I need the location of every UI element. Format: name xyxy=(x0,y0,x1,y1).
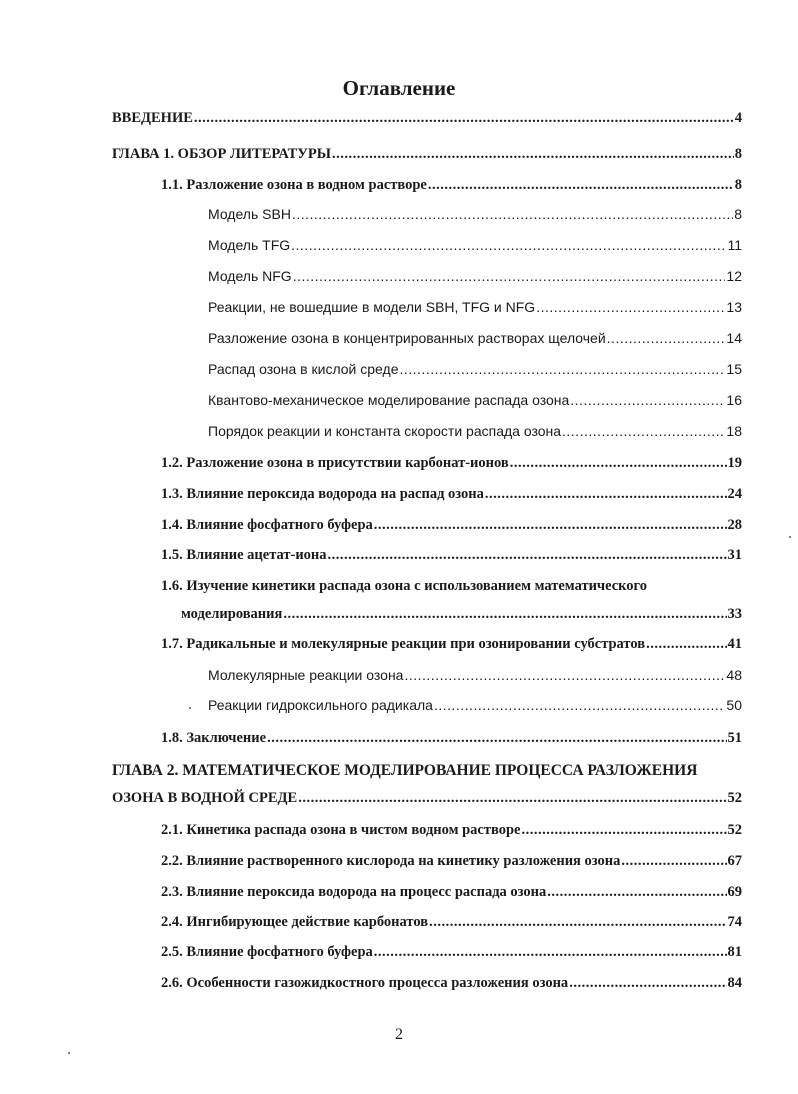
toc-entry-page: 16 xyxy=(726,392,742,408)
toc-leader-dots xyxy=(194,110,734,127)
toc-entry-section-1-1[interactable] xyxy=(161,177,742,194)
toc-entry-acidic-medium[interactable] xyxy=(208,361,742,377)
toc-entry-label: 1.4. Влияние фосфатного буфера xyxy=(161,517,373,533)
toc-entry-page: 14 xyxy=(726,330,742,346)
toc-leader-dots xyxy=(570,392,725,408)
toc-leader-dots xyxy=(374,944,727,961)
toc-entry-label: Порядок реакции и константа скорости распада озона xyxy=(208,423,562,439)
toc-entry-page: 8 xyxy=(734,177,742,193)
toc-entry-section-2-5[interactable] xyxy=(161,944,742,961)
toc-entry-label: ГЛАВА 1. ОБЗОР ЛИТЕРАТУРЫ xyxy=(112,146,331,162)
toc-leader-dots xyxy=(267,730,726,747)
toc-entry-model-nfg[interactable] xyxy=(208,268,742,284)
toc-entry-label: 1.2. Разложение озона в присутствии карбонат-ионов xyxy=(161,455,509,471)
toc-leader-dots xyxy=(404,667,725,683)
toc-leader-dots xyxy=(429,914,726,931)
toc-entry-model-tfg[interactable] xyxy=(208,237,742,253)
toc-leader-dots xyxy=(293,268,726,284)
toc-entry-label: Молекулярные реакции озона xyxy=(208,667,404,683)
toc-entry-page: 19 xyxy=(727,455,742,471)
toc-entry-section-2-2[interactable] xyxy=(161,853,742,870)
toc-entry-page: 18 xyxy=(726,423,742,439)
toc-entry-page: 13 xyxy=(726,299,742,315)
toc-leader-dots xyxy=(510,455,727,472)
toc-entry-page: 33 xyxy=(727,606,742,622)
toc-entry-molecular-reactions[interactable] xyxy=(208,667,742,683)
toc-entry-label: Модель TFG xyxy=(208,237,291,253)
toc-entry-label: Модель SBH xyxy=(208,206,291,222)
toc-entry-page: 84 xyxy=(727,975,742,991)
toc-entry-page: 48 xyxy=(726,667,742,683)
toc-entry-label: Разложение озона в концентрированных растворах щелочей xyxy=(208,330,606,346)
toc-leader-dots xyxy=(646,636,726,653)
toc-entry-page: 51 xyxy=(727,730,742,746)
toc-entry-page: 52 xyxy=(727,790,742,806)
toc-leader-dots xyxy=(562,423,725,439)
toc-entry-page: 67 xyxy=(727,853,742,869)
toc-leader-dots xyxy=(283,606,726,623)
toc-leader-dots xyxy=(621,853,726,870)
toc-entry-label: 2.6. Особенности газожидкостного процесса разложения озона xyxy=(161,975,569,991)
toc-entry-section-1-8[interactable] xyxy=(161,730,742,747)
toc-entry-section-1-2[interactable] xyxy=(161,455,742,472)
toc-entry-label-cont: ОЗОНА В ВОДНОЙ СРЕДЕ xyxy=(112,790,298,806)
toc-leader-dots xyxy=(298,790,726,807)
toc-entry-quantum-modeling[interactable] xyxy=(208,392,742,408)
toc-entry-label: Реакции гидроксильного радикала xyxy=(208,697,433,713)
toc-entry-other-reactions[interactable] xyxy=(208,299,742,315)
toc-entry-label: 2.2. Влияние растворенного кислорода на кинетику разложения озона xyxy=(161,853,621,869)
toc-entry-hydroxyl-reactions[interactable] xyxy=(208,697,742,713)
scan-speck xyxy=(68,1052,70,1054)
toc-entry-label: 1.3. Влияние пероксида водорода на распад озона xyxy=(161,486,484,502)
toc-entry-page: 50 xyxy=(726,697,742,713)
toc-entry-page: 31 xyxy=(727,547,742,563)
toc-entry-label: 1.8. Заключение xyxy=(161,730,267,746)
toc-leader-dots xyxy=(547,884,726,901)
page-title: Оглавление xyxy=(342,76,456,100)
toc-entry-label: 2.4. Ингибирующее действие карбонатов xyxy=(161,914,429,930)
toc-entry-section-1-5[interactable] xyxy=(161,547,742,564)
toc-entry-section-1-4[interactable] xyxy=(161,517,742,534)
toc-entry-section-2-4[interactable] xyxy=(161,914,742,931)
scan-speck xyxy=(789,536,791,538)
toc-entry-label: Распад озона в кислой среде xyxy=(208,361,399,377)
toc-entry-page: 24 xyxy=(727,486,742,502)
toc-leader-dots xyxy=(291,237,726,253)
toc-entry-page: 4 xyxy=(734,110,742,126)
toc-entry-section-1-6-line1[interactable]: 1.6. Изучение кинетики распада озона с использованием математического xyxy=(161,578,648,594)
toc-entry-label: 1.1. Разложение озона в водном растворе xyxy=(161,177,427,193)
toc-entry-label: 2.1. Кинетика распада озона в чистом водном растворе xyxy=(161,822,521,838)
toc-entry-section-1-6[interactable] xyxy=(181,606,742,623)
toc-entry-label: ВВЕДЕНИЕ xyxy=(112,110,193,126)
toc-entry-section-1-3[interactable] xyxy=(161,486,742,503)
toc-entry-label: Реакции, не вошедшие в модели SBH, TFG и NFG xyxy=(208,299,536,315)
toc-entry-page: 41 xyxy=(727,636,742,652)
toc-entry-chapter-1[interactable] xyxy=(112,146,742,163)
toc-entry-label: Модель NFG xyxy=(208,268,292,284)
toc-entry-introduction[interactable] xyxy=(112,110,742,127)
toc-entry-section-2-6[interactable] xyxy=(161,975,742,992)
toc-entry-label: 2.5. Влияние фосфатного буфера xyxy=(161,944,373,960)
toc-entry-page: 74 xyxy=(727,914,742,930)
toc-entry-page: 8 xyxy=(734,146,742,162)
toc-entry-page: 8 xyxy=(734,206,742,222)
toc-entry-label: Квантово-механическое моделирование распада озона xyxy=(208,392,570,408)
toc-leader-dots xyxy=(536,299,725,315)
toc-entry-label: 1.5. Влияние ацетат-иона xyxy=(161,547,327,563)
toc-leader-dots xyxy=(399,361,725,377)
toc-entry-chapter-2-line1[interactable]: ГЛАВА 2. МАТЕМАТИЧЕСКОЕ МОДЕЛИРОВАНИЕ ПРОЦЕССА РАЗЛОЖЕНИЯ xyxy=(112,762,698,779)
toc-entry-page: 15 xyxy=(726,361,742,377)
toc-entry-chapter-2[interactable] xyxy=(112,790,742,807)
toc-leader-dots xyxy=(292,206,733,222)
toc-entry-label-cont: моделирования xyxy=(181,606,283,622)
scan-speck xyxy=(189,707,191,709)
toc-entry-section-2-3[interactable] xyxy=(161,884,742,901)
toc-leader-dots xyxy=(374,517,727,534)
toc-entry-page: 11 xyxy=(727,237,742,253)
toc-entry-section-1-7[interactable] xyxy=(161,636,742,653)
toc-entry-alkali-solutions[interactable] xyxy=(208,330,742,346)
toc-entry-page: 12 xyxy=(726,268,742,284)
toc-entry-page: 69 xyxy=(727,884,742,900)
toc-entry-label: 2.3. Влияние пероксида водорода на процесс распада озона xyxy=(161,884,547,900)
page-number: 2 xyxy=(395,1026,403,1043)
toc-entry-page: 81 xyxy=(727,944,742,960)
toc-entry-reaction-order[interactable] xyxy=(208,423,742,439)
toc-entry-model-sbh[interactable] xyxy=(208,206,742,222)
toc-leader-dots xyxy=(607,330,726,346)
toc-leader-dots xyxy=(485,486,727,503)
toc-leader-dots xyxy=(428,177,734,194)
toc-leader-dots xyxy=(521,822,726,839)
toc-leader-dots xyxy=(569,975,726,992)
toc-leader-dots xyxy=(434,697,725,713)
toc-entry-section-2-1[interactable] xyxy=(161,822,742,839)
toc-entry-label: 1.7. Радикальные и молекулярные реакции при озонировании субстратов xyxy=(161,636,646,652)
toc-entry-page: 52 xyxy=(727,822,742,838)
toc-leader-dots xyxy=(328,547,727,564)
toc-entry-page: 28 xyxy=(727,517,742,533)
toc-leader-dots xyxy=(332,146,734,163)
